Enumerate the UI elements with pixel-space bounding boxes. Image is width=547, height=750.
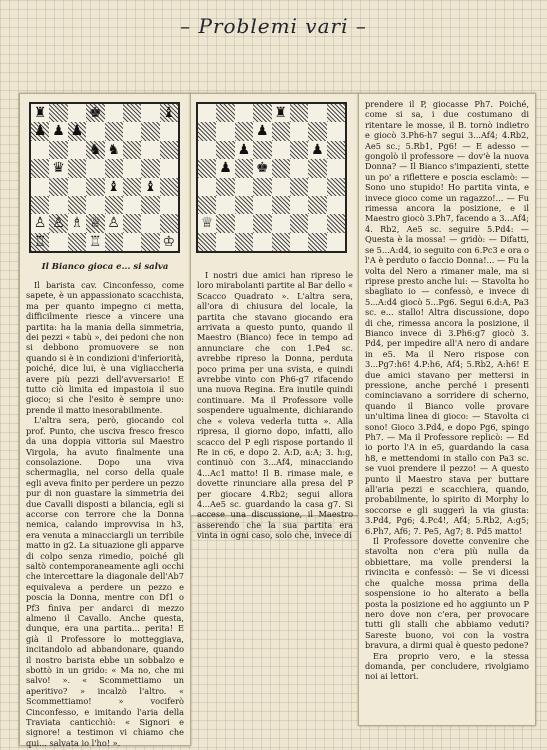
chess-square: [327, 178, 345, 196]
chess-square: [253, 196, 271, 214]
chess-square: [123, 104, 141, 122]
chess-piece-square: ♟: [256, 123, 269, 140]
chess-square: [216, 104, 234, 122]
chess-square: [160, 141, 178, 159]
chess-square: [123, 196, 141, 214]
chess-square: [253, 233, 271, 251]
chess-square: [68, 141, 86, 159]
chess-square: [272, 122, 290, 140]
chess-square: [327, 141, 345, 159]
chess-square: [290, 122, 308, 140]
chess-square: [235, 104, 253, 122]
chess-square: [123, 233, 141, 251]
chess-piece-square: ♙: [49, 214, 67, 232]
chess-square: [235, 196, 253, 214]
chess-square: [86, 178, 104, 196]
chess-square: [68, 178, 86, 196]
page-title: – Problemi vari –: [180, 14, 367, 38]
clipping-right: [358, 93, 536, 726]
chess-square: [327, 196, 345, 214]
chess-square: [198, 178, 216, 196]
chess-square: [49, 196, 67, 214]
chess-square: [327, 104, 345, 122]
chess-square: [141, 104, 159, 122]
chess-square: [272, 178, 290, 196]
chess-board-right: [196, 102, 347, 253]
chess-square: [290, 141, 308, 159]
chess-square: [123, 122, 141, 140]
chess-piece-square: ♖: [89, 233, 102, 250]
chess-square: [253, 178, 271, 196]
chess-square: [216, 196, 234, 214]
chess-square: [216, 178, 234, 196]
paragraph: L'altra sera, però, giocando col prof. Punto, che usciva fresco fresco da una doppia vittoria sul Maestro Virgola, ha avuto finalmente una consolazione. Dopo una viva schermaglia, nel corso della quale egli aveva finito per perdere un pezzo pur di non guastare la simmetria dei due Cavalli disposti a bilancia, egli si accorse con terrore che la Donna nemica, calando improvvisa in h3, era venuta a minacciargli un terribile matto in g2. La situazione gli apparve di colpo senza rimedio, poiché gli saltò contemporaneamente agli occhi che intercettare la diagonale dell'Ab7 equivaleva a perdere un pezzo e poscia la Donna, mentre con Df1 o Pf3 finiva per andarci di mezzo almeno il Cavallo. Anche questa, dunque, era una partita... perita! E già il Professore lo motteggiava, incitandolo ad abbandonare, quando il nostro barista ebbe un sobbalzo e sbottò in un grido: « Ma no, che mi salvo! ». « Scommettiamo un aperitivo? » incalzò l'altro. « Scommettiamo! » vociferò Cinconfesso, e imitando l'aria della Traviata canticchiò: « Signori e signore! a testimon vi chiamo che qui... salvata io l'ho! ».: [26, 415, 184, 748]
chess-square: [327, 159, 345, 177]
chess-square: [308, 196, 326, 214]
chess-piece-square: ♜: [33, 105, 47, 121]
chess-square: [49, 141, 67, 159]
chess-square: [86, 196, 104, 214]
chess-square: [235, 122, 253, 140]
chess-square: [105, 233, 123, 251]
chess-square: [272, 214, 290, 232]
chess-square: [68, 159, 86, 177]
chess-piece-square: ♟: [311, 141, 324, 158]
chess-piece-square: ♚: [86, 104, 104, 122]
chess-square: [31, 196, 49, 214]
chess-piece-square: ♙: [33, 215, 47, 232]
article-column-1: [26, 280, 184, 748]
chess-square: [141, 122, 159, 140]
chess-piece-square: ♕: [86, 214, 104, 232]
chess-square: [141, 141, 159, 159]
chess-square: [141, 159, 159, 177]
chess-square: [327, 214, 345, 232]
chess-square: [49, 233, 67, 251]
chess-square: [160, 159, 178, 177]
chess-piece-square: ♕: [200, 215, 214, 232]
chess-square: [235, 214, 253, 232]
chess-piece-square: ♟: [219, 160, 232, 177]
chess-square: [123, 214, 141, 232]
chess-piece-square: ♝: [160, 104, 178, 122]
chess-square: [308, 104, 326, 122]
chess-square: [272, 233, 290, 251]
chess-square: [308, 214, 326, 232]
chess-square: [31, 159, 49, 177]
chess-square: [198, 159, 216, 177]
paragraph: prendere il P, giocasse Ph7. Poiché, come si sa, i due costumano di ritentare le mosse, il B. tornò indietro e giocò 3.Ph6-h7 segui 3...Af4; 4.Rb2, Ae5 sc.; 5.Rb1, Pg6! — E adesso — gongolò il professore — dov'è la nuova Donna? — Il Bianco s'impazienti, stette un po' a riflettere e poscia esclamò: — Sono uno stupido! Ho partita vinta, e invece gioco come un ragazzo!... — Fu rimessa ancora la posizione, e il Maestro giocò 3.Ph7, facendo a 3...Af4; 4. Rb2, Ae5 sc. seguire 5.Pd4: — Questa è la mossa! — gridò: — Difatti, se 5...A:d4, io seguito con 6.Pc3 e ora o l'A è perduto o faccio Donna!... — Fu la volta del Nero a rimaner male, ma si riprese presto anche lui: — Stavolta ho sbagliato io — confessò, e invece di 5...A:d4 giocò 5...Pg6. Segui 6.d:A, Pa3 sc. e... stallo! Altra discussione, dopo di che, rimessa ancora la posizione, il Bianco invece di 3.Ph6:g7 giocò 3. Pd4, per impedire all'A nero di andare in e5. Ma il Nero rispose con 3...Pg7:h6! 4.P:h6, Af4; 5.Rb2, A:h6! E due amici stavano per mettersi in pressione, anche perché i presenti cominciavano a sorridere di scherno, quando il Bianco volle provare un'ultima linea di gioco: — Stavolta ci sono! Gioco 3.Pd4, e dopo Pg6, spingo Ph7. — Ma il Professore replicò: — Ed io porto l'A in e5, guardando la casa h8, e mettendomi in stallo con Pa3 sc. se vuoi prendere il pezzo! — A questo punto il Maestro stava per buttare all'aria pezzi e scacchiera, quando, probabilmente, lo spirito di Morphy lo soccorse e gli suggerì la via giusta: 3.Pd4, Pg6; 4.Pc4!, Af4; 5.Rb2, A:g5; 6.Ph7, Af6; 7. Pe5, Ag7; 8. Pd5 matto!: [365, 99, 529, 536]
chess-square: [86, 122, 104, 140]
chess-square: [105, 122, 123, 140]
chess-piece-square: ♚: [256, 160, 269, 177]
chess-piece-square: ♗: [70, 215, 84, 232]
chess-square: [216, 214, 234, 232]
paragraph: I nostri due amici han ripreso le loro mirabolanti partite al Bar dello « Scacco Quadrato ». L'altra sera, all'ora di chiusura del locale, la partita che stavano giocando era arrivata a questo punto, quando il Maestro (Bianco) fece in tempo ad annunciare che con 1.Pe4 sc. avrebbe ripreso la Donna, perduta poco prima per una svista, e quindi avrebbe vinto con Ph6-g7 rifacendo una nuova Regina. Era inutile quindi continuare. Ma il Professore volle sospendere ugualmente, dichiarando che « voleva vederla tutta ». Alla ripresa, il giorno dopo, infatti, allo scacco del P egli rispose portando il Re in c6, e dopo 2. A:D, a:A; 3. h:g, continuò con 3...Af4, minacciando 4...Ac1 matto! Il B. rimase male, e dovette rinunciare alla presa del P per giocare 4.Rb2; segui allora 4...Ae5 sc. guardando la casa g7. Si accese una discussione, il Maestro asserendo che la sua partita era vinta in ogni caso, solo che, invece di: [197, 270, 353, 541]
paragraph: Il Professore dovette convenire che stavolta non c'era più nulla da obbiettare, ma volle prendersi la rivincita e confessò: — Se vi dicessi che qualche mossa prima della sospensione io ho alterato a bella posta la posizione ed ho aggiunto un P nero dove non c'era, per provocare tutti gli stalli che abbiamo veduti? Sarestе buono, voi con la vostra bravura, a dirmi qual è questo pedone?: [365, 536, 529, 651]
chess-square: [160, 178, 178, 196]
chess-board-left: [29, 102, 180, 253]
chess-square: [290, 159, 308, 177]
board-caption: Il Bianco gioca e... si salva: [41, 262, 169, 272]
chess-square: [68, 196, 86, 214]
chess-square: [272, 141, 290, 159]
chess-square: [49, 104, 67, 122]
chess-piece-square: ♛: [52, 160, 65, 177]
chess-square: [290, 178, 308, 196]
chess-square: [216, 141, 234, 159]
chess-square: [31, 141, 49, 159]
chess-piece-square: ♝: [107, 178, 120, 195]
chess-square: [198, 141, 216, 159]
chess-square: [308, 233, 326, 251]
chess-square: [235, 233, 253, 251]
chess-square: [68, 104, 86, 122]
chess-square: [253, 141, 271, 159]
chess-piece-square: ♞: [86, 141, 104, 159]
paragraph: Era proprio vero, e la stessa domanda, per concludere, rivolgiamo noi ai lettori.: [365, 650, 529, 682]
chess-square: [160, 214, 178, 232]
chess-square: [290, 104, 308, 122]
chess-square: [198, 233, 216, 251]
chess-square: [290, 214, 308, 232]
chess-square: [253, 104, 271, 122]
chess-piece-square: ♟: [31, 122, 49, 140]
chess-square: [86, 159, 104, 177]
chess-square: [327, 122, 345, 140]
chess-square: [123, 178, 141, 196]
chess-piece-square: ♙: [107, 215, 120, 232]
chess-square: [272, 159, 290, 177]
chess-piece-square: ♟: [68, 122, 86, 140]
chess-square: [308, 178, 326, 196]
chess-square: [290, 233, 308, 251]
chess-square: [123, 141, 141, 159]
chess-square: [272, 196, 290, 214]
chess-square: [105, 104, 123, 122]
chess-square: [105, 196, 123, 214]
chess-square: [123, 159, 141, 177]
chess-piece-square: ♝: [144, 178, 157, 195]
chess-square: [68, 233, 86, 251]
chess-square: [216, 233, 234, 251]
chess-square: [198, 196, 216, 214]
chess-square: [141, 196, 159, 214]
chess-square: [141, 233, 159, 251]
chess-square: [290, 196, 308, 214]
chess-square: [160, 196, 178, 214]
chess-piece-square: ♟: [52, 123, 65, 140]
chess-square: [141, 214, 159, 232]
chess-square: [308, 159, 326, 177]
paragraph: Il barista cav. Cinconfesso, come sapete, è un appassionato scacchista, ma per quanto impegno ci metta, difficilmente riesce a vincere una partita: ha la mania della simmetria, dei pezzi « tabù », dei pedoni che non si debbono promuovere se non quando si è in condizioni d'inferiorità, poiché, dice lui, è una vigliaccheria avere più pezzi dell'avversario! E tutto ciò limita ed impastoia il suo gioco; si che l'esito è sempre uno: prende il matto inesorabilmente.: [26, 280, 184, 415]
chess-square: [235, 159, 253, 177]
chess-square: [105, 159, 123, 177]
chess-square: [235, 178, 253, 196]
chess-square: [253, 214, 271, 232]
chess-square: [198, 104, 216, 122]
chess-square: [49, 178, 67, 196]
chess-piece-square: ♜: [274, 105, 287, 121]
chess-square: [308, 122, 326, 140]
chess-piece-square: ♞: [107, 141, 120, 158]
chess-square: [216, 122, 234, 140]
clipping-middle: [190, 93, 359, 541]
chess-square: [31, 178, 49, 196]
chess-square: [160, 122, 178, 140]
chess-piece-square: ♔: [162, 233, 176, 250]
chess-piece-square: ♟: [237, 141, 251, 158]
chess-square: [198, 122, 216, 140]
chess-square: [327, 233, 345, 251]
article-column-3: [365, 99, 529, 682]
clipping-left: [19, 93, 191, 746]
article-column-2: [197, 270, 353, 541]
chess-piece-square: ♖: [31, 233, 49, 251]
